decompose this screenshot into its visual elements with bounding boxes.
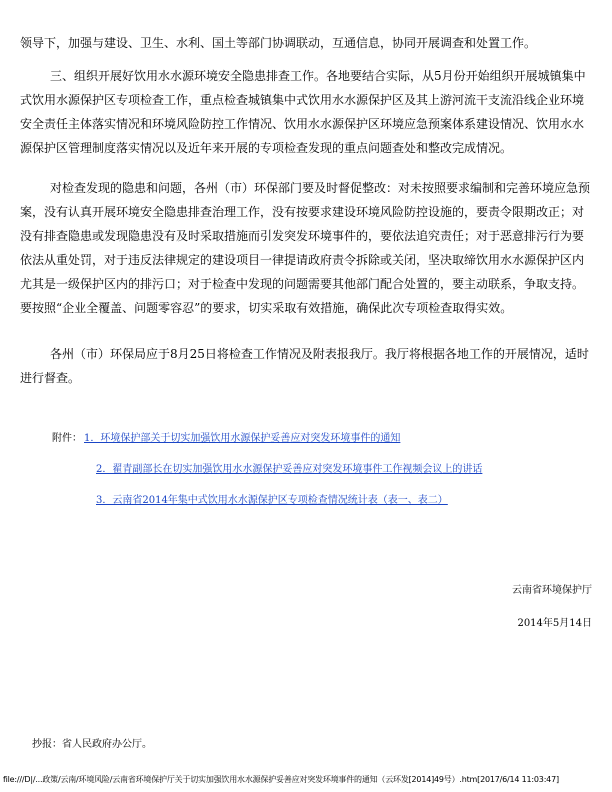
signature-organization: 云南省环境保护厅 (512, 585, 592, 596)
body-paragraph-1 (20, 31, 595, 55)
body-paragraph-4 (20, 342, 595, 390)
print-footer: file:///D|/...政策/云南/环境风险/云南省环境保护厅关于切实加强饮用水水源保护妥善应对突发环境事件的通知（云环发[2014]49号）.htm[2017/6/14 11:03:47] (3, 775, 559, 784)
attachments-label: 附件： (52, 433, 82, 444)
body-paragraph-3 (20, 176, 595, 320)
paragraph-3-text: 对检查发现的隐患和问题，各州（市）环保部门要及时督促整改：对未按照要求编制和完善环境应急预案，没有认真开展环境安全隐患排查治理工作，没有按要求建设环境风险防控设施的，要责令限期改正；对没有排查隐患或发现隐患没有及时采取措施而引发突发环境事件的，要依法追究责任；对于恶意排污行为要依法从重处罚，对于违反法律规定的建设项目一律提请政府责令拆除或关闭，坚决取缔饮用水水源保护区内尤其是一级保护区内的排污口；对于检查中发现的问题需要其他部门配合处置的，要主动联系，争取支持。要按照“企业全覆盖、问题零容忍”的要求，切实采取有效措施，确保此次专项检查取得实效。 (20, 181, 591, 315)
attachment-link-2[interactable]: 2．翟青副部长在切实加强饮用水水源保护妥善应对突发环境事件工作视频会议上的讲话 (96, 464, 483, 475)
attachment-link-1[interactable]: 1．环境保护部关于切实加强饮用水源保护妥善应对突发环境事件的通知 (84, 433, 401, 444)
cc-recipients: 抄报：省人民政府办公厅。 (32, 739, 152, 750)
paragraph-4-text: 各州（市）环保局应于8月25日将检查工作情况及附表报我厅。我厅将根据各地工作的开展情况，适时进行督查。 (20, 347, 589, 385)
body-paragraph-2 (20, 64, 595, 160)
attachment-link-3[interactable]: 3．云南省2014年集中式饮用水水源保护区专项检查情况统计表（表一、表二） (96, 495, 448, 506)
paragraph-1-text: 领导下，加强与建设、卫生、水利、国土等部门协调联动，互通信息，协同开展调查和处置工作。 (20, 36, 537, 50)
paragraph-2-text: 三、组织开展好饮用水水源环境安全隐患排查工作。各地要结合实际，从5月份开始组织开展城镇集中式饮用水源保护区专项检查工作，重点检查城镇集中式饮用水水源保护区及其上游河流干支流沿线企业环境安全责任主体落实情况和环境风险防控工作情况、饮用水水源保护区环境应急预案体系建设情况、饮用水水源保护区管理制度落实情况以及近年来开展的专项检查发现的重点问题查处和整改完成情况。 (20, 69, 586, 155)
signature-date: 2014年5月14日 (517, 618, 592, 629)
